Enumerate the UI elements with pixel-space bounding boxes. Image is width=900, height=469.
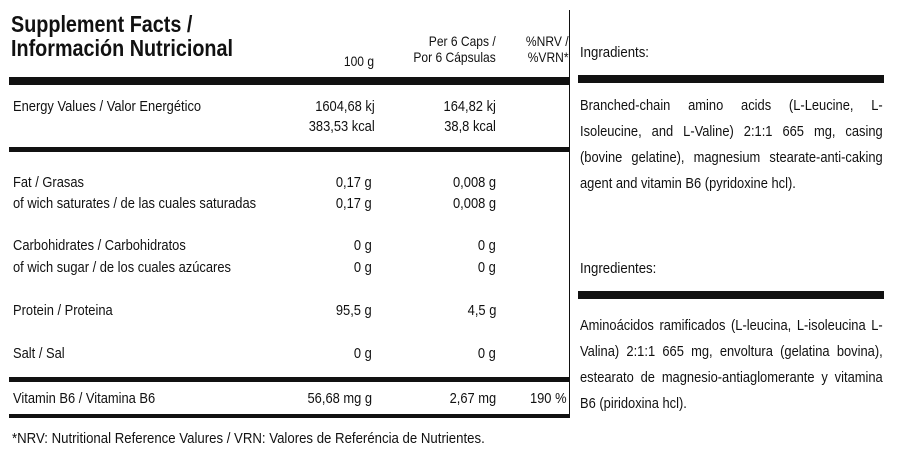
energy-label: Energy Values / Valor Energético [13,98,202,115]
vitamin-divider [9,377,570,382]
carbs-serving: 0 g [478,237,496,254]
ingredients-es-divider [578,291,884,299]
vitb6-label: Vitamin B6 / Vitamina B6 [13,390,156,407]
fat-serving: 0,008 g [452,174,496,191]
column-separator [569,10,570,418]
salt-label: Salt / Sal [13,345,65,362]
col-header-serving-line2: Por 6 Cápsulas [413,49,496,65]
energy-divider [9,147,570,152]
fat-label: Fat / Grasas [13,174,84,191]
facts-title [11,12,233,60]
vitb6-nrv: 190 % [530,390,567,407]
col-header-serving-line1: Per 6 Caps / [429,33,496,49]
ingredients-en-text: Branched-chain amino acids (L-Leucine, L-Isoleucine, and L-Valine) 2:1:1 665 mg, casing (bovine gelatine), magnesium stearate-anti-caking agent and vitamin B6 (pyridoxine hcl). [580,97,883,192]
facts-title-line2: Información Nutricional [11,35,234,61]
sugar-label: of wich sugar / de los cuales azúcares [13,259,231,276]
protein-100g: 95,5 g [336,302,372,319]
energy-serving [444,97,496,137]
energy-serving-kcal: 38,8 kcal [444,118,496,135]
protein-serving: 4,5 g [467,302,496,319]
sugar-100g: 0 g [354,259,372,276]
header-divider [9,77,570,85]
sugar-serving: 0 g [478,259,496,276]
ingredients-es-text: Aminoácidos ramificados (L-leucina, L-isoleucina L-Valina) 2:1:1 665 mg, envoltura (gelatina bovina), estearato de magnesio-antiaglomerante y vitamina B6 (piridoxina hcl). [580,317,883,412]
footnote: *NRV: Nutritional Reference Valures / VRN: Valores de Referéncia de Nutrientes. [12,430,485,447]
vitb6-100g: 56,68 mg g [307,390,372,407]
col-header-nrv-line2: %VRN* [528,49,569,65]
col-header-nrv [526,33,569,65]
saturates-100g: 0,17 g [336,195,372,212]
ingredients-en-title: Ingradients: [580,44,649,61]
carbs-label: Carbohidrates / Carbohidratos [13,237,186,254]
fat-100g: 0,17 g [336,174,372,191]
ingredients-en-divider [578,75,884,83]
vitb6-serving: 2,67 mg [449,390,496,407]
saturates-serving: 0,008 g [452,195,496,212]
col-header-nrv-line1: %NRV / [526,33,569,49]
col-header-serving [414,33,496,65]
energy-100g-kj: 1604,68 kj [315,98,375,115]
bottom-divider [9,414,570,418]
protein-label: Protein / Proteina [13,302,113,319]
salt-100g: 0 g [354,345,372,362]
col-header-100g: 100 g [343,53,374,69]
saturates-label: of wich saturates / de las cuales saturadas [13,195,257,212]
energy-serving-kj: 164,82 kj [443,98,496,115]
ingredients-es-title: Ingredientes: [580,260,657,277]
carbs-100g: 0 g [354,237,372,254]
energy-100g [309,97,375,137]
facts-title-line1: Supplement Facts / [11,11,193,37]
energy-100g-kcal: 383,53 kcal [309,118,375,135]
salt-serving: 0 g [478,345,496,362]
